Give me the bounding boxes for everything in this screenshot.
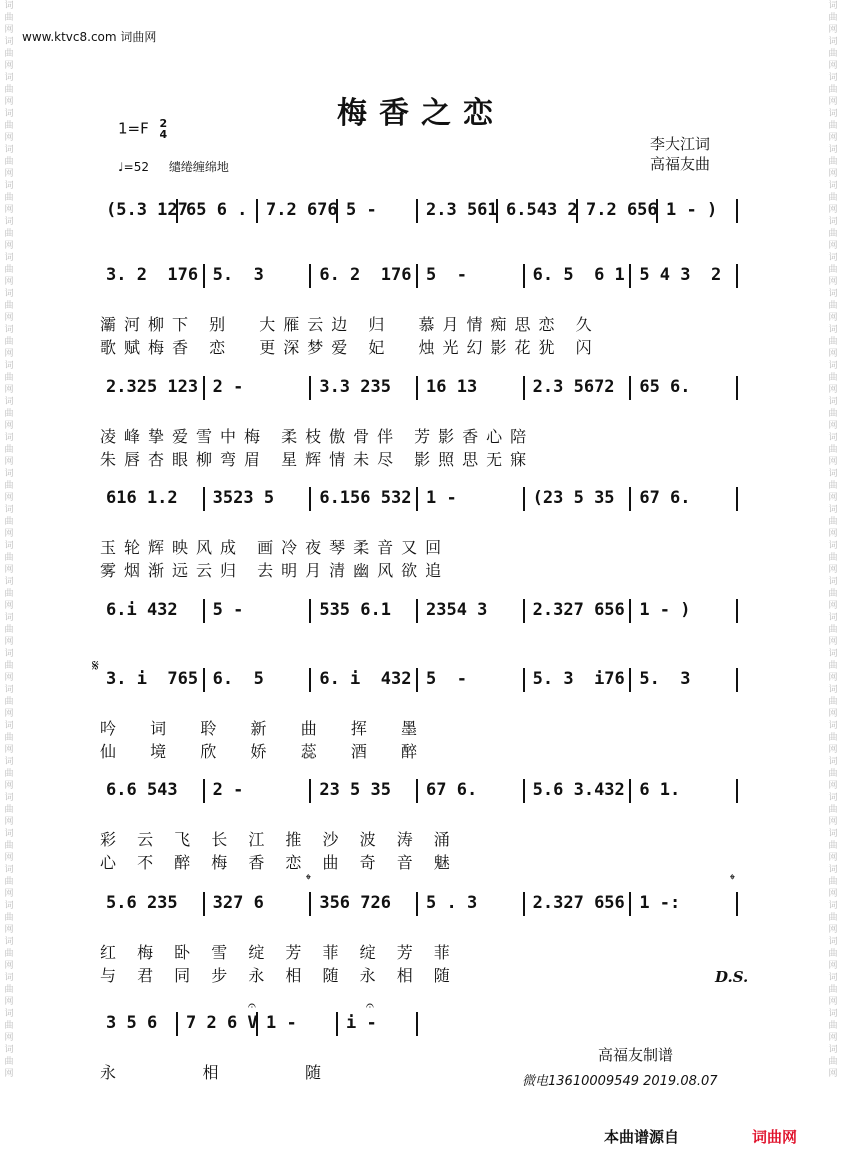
bar-line — [656, 199, 658, 223]
measure: 5.6 235 — [106, 893, 178, 913]
measure: 1 - — [266, 1013, 297, 1033]
measure: 535 6.1 — [319, 600, 391, 620]
measure: 5 4 3 2 — [639, 265, 722, 285]
measure: 2.327 656 — [532, 893, 625, 913]
measure: 65 6. — [639, 377, 691, 397]
bar-line — [736, 892, 738, 916]
measure: 3 5 6 — [106, 1013, 158, 1033]
bar-line — [736, 199, 738, 223]
music-line — [100, 193, 750, 227]
music-line — [100, 886, 750, 920]
watermark-right: 词曲网词曲网词曲网词曲网词曲网词曲网词曲网词曲网词曲网词曲网词曲网词曲网词曲网词曲网词曲网词曲网词曲网词曲网词曲网词曲网词曲网词曲网词曲网词曲网词曲网词曲网词曲网词曲网词曲网词曲网 — [828, 1, 838, 1079]
lyric-line: 灞河柳下 别 大雁云边 归 慕月情痴思恋 久 — [100, 315, 600, 334]
measure: 2 - — [212, 377, 244, 397]
site-url[interactable]: www.ktvc8.com 词曲网 — [22, 30, 157, 44]
bar-line — [416, 668, 418, 692]
lyric-line: 歌赋梅香 恋 更深梦爱 妃 烛光幻影花犹 闪 — [100, 338, 600, 357]
measure: 327 6 — [212, 893, 264, 913]
measure: 6.543 2 — [506, 200, 578, 220]
bar-line — [629, 376, 631, 400]
bar-line — [336, 199, 338, 223]
measure: 2.325 123 — [106, 377, 199, 397]
bar-line — [736, 376, 738, 400]
music-line — [100, 370, 750, 404]
music-line — [100, 258, 750, 292]
meter-bottom: 4 — [159, 128, 168, 141]
song-title: 梅香之恋 — [337, 96, 505, 131]
meter-top: 2 — [159, 117, 168, 130]
measure: 1 - — [426, 488, 457, 508]
bar-line — [416, 199, 418, 223]
key-signature — [118, 118, 167, 140]
bar-line — [203, 892, 205, 916]
measure: 7.2 656 — [586, 200, 658, 220]
tempo-marking — [118, 158, 229, 175]
bar-line — [416, 264, 418, 288]
measure: 5 - — [346, 200, 377, 220]
bar-line — [523, 264, 525, 288]
bar-line — [629, 779, 631, 803]
measure: 2 - — [212, 780, 244, 800]
measure: 1 - ) — [639, 600, 691, 620]
measure: (5.3 127 — [106, 200, 188, 220]
measure: 6. 2 176 — [319, 265, 412, 285]
measure: 2354 3 — [426, 600, 488, 620]
bar-line — [309, 376, 311, 400]
bar-line — [203, 376, 205, 400]
measure: (23 5 35 — [532, 488, 615, 508]
bar-line — [629, 668, 631, 692]
lyric-line: 红 梅 卧 雪 绽 芳 菲 绽 芳 菲 — [100, 943, 458, 962]
bar-line — [576, 199, 578, 223]
bar-line — [523, 376, 525, 400]
bar-line — [416, 1012, 418, 1036]
credits — [650, 134, 710, 174]
bar-line — [736, 779, 738, 803]
bar-line — [256, 199, 258, 223]
coda-icon: 𝄌 — [306, 872, 311, 888]
bar-line — [416, 376, 418, 400]
measure: 5. 3 — [639, 669, 691, 689]
measure: 67 6. — [639, 488, 691, 508]
lyric-line: 吟 词 聆 新 曲 挥 墨 — [100, 719, 426, 738]
expression-text: 缱绻缠绵地 — [168, 160, 229, 174]
lyricist: 李大江词 — [650, 135, 711, 153]
measure: 23 5 35 — [319, 780, 391, 800]
source-label: 本曲谱源自 — [604, 1128, 680, 1146]
lyric-line: 与 君 同 步 永 相 随 永 相 随 — [100, 966, 458, 985]
measure: 5 - — [426, 265, 467, 285]
bar-line — [309, 892, 311, 916]
lyric-line: 凌峰挚爱雪中梅 柔枝傲骨伴 芳影香心陪 — [100, 427, 535, 446]
measure: 5 . 3 — [426, 893, 478, 913]
bar-line — [416, 599, 418, 623]
watermark-left: 词曲网词曲网词曲网词曲网词曲网词曲网词曲网词曲网词曲网词曲网词曲网词曲网词曲网词曲网词曲网词曲网词曲网词曲网词曲网词曲网词曲网词曲网词曲网词曲网词曲网词曲网词曲网词曲网词曲网词曲网 — [4, 1, 14, 1079]
dal-segno: D.S. — [715, 968, 749, 986]
measure: 6.i 432 — [106, 600, 178, 620]
bar-line — [309, 668, 311, 692]
measure: 3. 2 176 — [106, 265, 199, 285]
measure: 5.6 3.432 — [532, 780, 625, 800]
bar-line — [736, 264, 738, 288]
measure: 616 1.2 — [106, 488, 178, 508]
measure: 356 726 — [319, 893, 391, 913]
measure: 2.3 5672 — [532, 377, 615, 397]
music-line — [100, 773, 750, 807]
measure: 6.6 543 — [106, 780, 178, 800]
bar-line — [336, 1012, 338, 1036]
measure: 2.3 561 — [426, 200, 498, 220]
bar-line — [203, 599, 205, 623]
bar-line — [736, 487, 738, 511]
bar-line — [629, 599, 631, 623]
lyric-line: 永 相 随 — [100, 1063, 330, 1082]
bar-line — [203, 264, 205, 288]
bar-line — [309, 779, 311, 803]
bar-line — [256, 1012, 258, 1036]
bar-line — [736, 599, 738, 623]
measure: 6. i 432 — [319, 669, 412, 689]
music-line — [100, 1006, 750, 1040]
bar-line — [416, 487, 418, 511]
fermata-end-icon: 𝄐 — [366, 998, 374, 1014]
measure: 6. 5 — [212, 669, 264, 689]
bar-line — [629, 892, 631, 916]
bar-line — [523, 668, 525, 692]
music-line — [100, 481, 750, 515]
measure: 65 6 . — [186, 200, 248, 220]
bar-line — [629, 264, 631, 288]
lyric-line: 玉轮辉映风成 画冷夜琴柔音又回 — [100, 538, 450, 557]
bar-line — [203, 779, 205, 803]
lyric-line: 心 不 醉 梅 香 恋 曲 奇 音 魅 — [100, 853, 458, 872]
measure: 3523 5 — [212, 488, 275, 508]
segno-icon: 𝄋 — [92, 656, 99, 675]
bar-line — [496, 199, 498, 223]
measure: 3.3 235 — [319, 377, 391, 397]
measure: 5 - — [212, 600, 244, 620]
bar-line — [629, 487, 631, 511]
bar-line — [176, 199, 178, 223]
bar-line — [523, 779, 525, 803]
tempo-value: ♩=52 — [118, 160, 149, 174]
bar-line — [203, 668, 205, 692]
measure: 1 - ) — [666, 200, 718, 220]
bar-line — [176, 1012, 178, 1036]
fermata-icon: 𝄐 — [248, 998, 256, 1014]
measure: 6. 5 6 1 — [532, 265, 625, 285]
measure: 7 2 6 V — [186, 1013, 258, 1033]
source-site[interactable]: 词曲网 — [752, 1128, 798, 1146]
bar-line — [416, 892, 418, 916]
measure: 5. 3 i76 — [532, 669, 625, 689]
measure: 3. i 765 — [106, 669, 199, 689]
measure: 6 1. — [639, 780, 681, 800]
measure: 2.327 656 — [532, 600, 625, 620]
lyric-line: 雾烟渐远云归 去明月清幽风欲追 — [100, 561, 450, 580]
music-line — [100, 662, 750, 696]
bar-line — [416, 779, 418, 803]
lyric-line: 仙 境 欣 娇 蕊 酒 醉 — [100, 742, 426, 761]
measure: 5 - — [426, 669, 467, 689]
measure: 16 13 — [426, 377, 478, 397]
score-maker: 高福友制谱 — [598, 1046, 674, 1064]
bar-line — [309, 487, 311, 511]
bar-line — [736, 668, 738, 692]
measure: 67 6. — [426, 780, 478, 800]
measure: 7.2 676 — [266, 200, 338, 220]
lyric-line: 彩 云 飞 长 江 推 沙 波 涛 涌 — [100, 830, 458, 849]
key-label: 1=F — [118, 119, 149, 138]
coda-end-icon: 𝄌 — [730, 872, 735, 888]
bar-line — [523, 487, 525, 511]
lyric-line: 朱唇杏眼柳弯眉 星辉情未尽 影照思无寐 — [100, 450, 535, 469]
measure: 5. 3 — [212, 265, 264, 285]
bar-line — [523, 599, 525, 623]
bar-line — [309, 599, 311, 623]
music-line — [100, 593, 750, 627]
measure: i - — [346, 1013, 377, 1033]
bar-line — [309, 264, 311, 288]
time-signature — [160, 118, 168, 140]
composer: 高福友曲 — [650, 155, 711, 173]
bar-line — [203, 487, 205, 511]
contact-info: 微电13610009549 2019.08.07 — [522, 1074, 718, 1089]
bar-line — [523, 892, 525, 916]
measure: 1 -: — [639, 893, 681, 913]
measure: 6.156 532 — [319, 488, 412, 508]
